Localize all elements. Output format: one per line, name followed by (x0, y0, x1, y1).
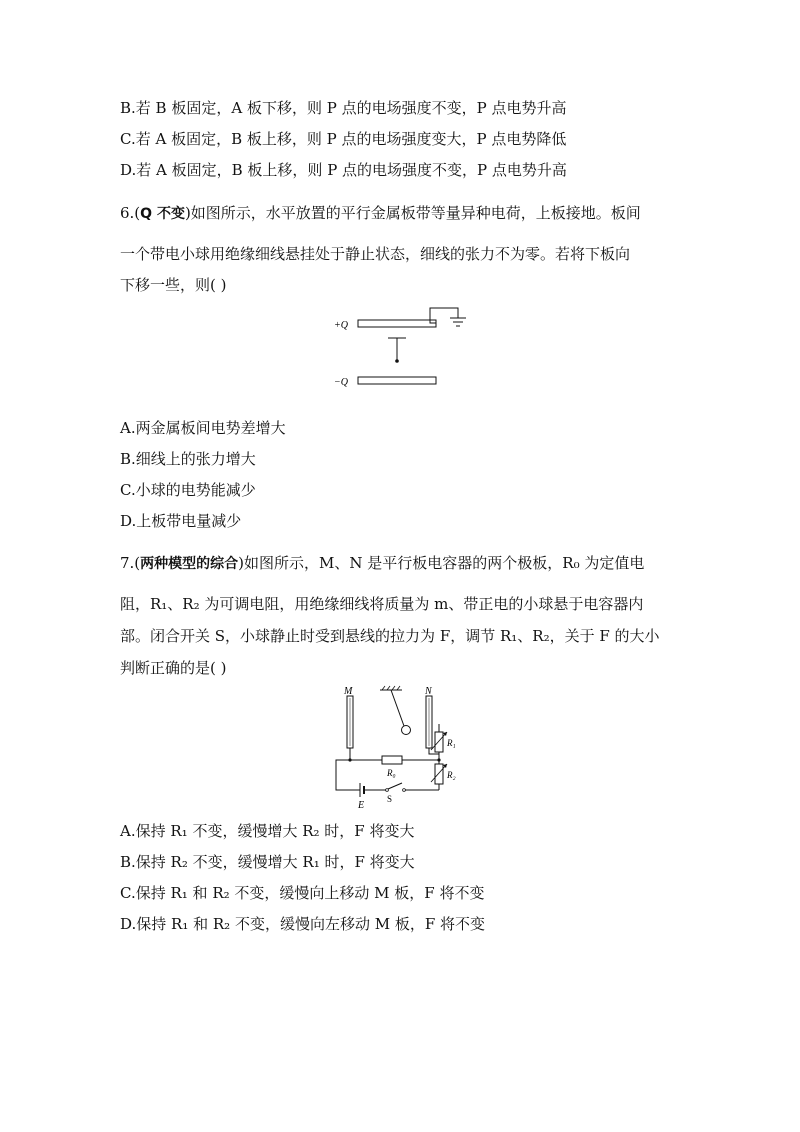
q5-option-d: D.若 A 板固定，B 板上移，则 P 点的电场强度不变，P 点电势升高 (120, 161, 567, 179)
q7-r2 (435, 764, 443, 784)
q6-number: 6.( (120, 204, 141, 222)
q6-stem-line-2: 一个带电小球用绝缘细线悬挂处于静止状态，细线的张力不为零。若将下板向 (120, 245, 631, 263)
q7-stem-line-1 (120, 553, 644, 574)
q7-option-d: D.保持 R₁ 和 R₂ 不变，缓慢向左移动 M 板，F 将不变 (120, 915, 486, 933)
q6-lower-plate (358, 377, 436, 384)
q6-top-label: +Q (334, 320, 348, 331)
q6-ground-wire (430, 308, 458, 323)
q6-option-c: C.小球的电势能减少 (120, 481, 256, 499)
q7-r0 (382, 756, 402, 764)
q7-stem-line-3: 部。闭合开关 S，小球静止时受到悬线的拉力为 F，调节 R₁、R₂，关于 F 的大小 (120, 627, 660, 645)
q6-upper-plate (358, 320, 436, 327)
q6-option-d: D.上板带电量减少 (120, 512, 242, 530)
q7-circuit-figure (330, 684, 470, 812)
q6-ball (395, 359, 399, 363)
q7-stem-line-4: 判断正确的是( ) (120, 659, 227, 677)
q6-stem-1: )如图所示，水平放置的平行金属板带等量异种电荷，上板接地。板间 (184, 204, 641, 222)
q7-thread (391, 690, 404, 726)
q6-capacitor-figure (320, 300, 480, 395)
q7-stem-1: )如图所示，M、N 是平行板电容器的两个极板，R₀ 为定值电 (238, 554, 645, 572)
q7-label-r0: R₀ (387, 768, 396, 778)
q7-tag: 两种模型的综合 (140, 556, 239, 572)
q7-option-b: B.保持 R₂ 不变，缓慢增大 R₁ 时，F 将变大 (120, 853, 415, 871)
q7-switch (388, 783, 402, 789)
q7-number: 7.( (120, 554, 141, 572)
q7-label-s: S (387, 794, 393, 804)
q5-option-c: C.若 A 板固定，B 板上移，则 P 点的电场强度变大，P 点电势降低 (120, 130, 567, 148)
q7-label-m: M (344, 686, 353, 697)
q6-bottom-label: −Q (334, 377, 348, 388)
q7-label-r2: R₂ (447, 770, 456, 780)
q7-option-c: C.保持 R₁ 和 R₂ 不变，缓慢向上移动 M 板，F 将不变 (120, 884, 485, 902)
q6-option-b: B.细线上的张力增大 (120, 450, 256, 468)
q6-option-a: A.两金属板间电势差增大 (120, 419, 286, 437)
q5-option-b: B.若 B 板固定，A 板下移，则 P 点的电场强度不变，P 点电势升高 (120, 99, 567, 117)
q7-label-n: N (425, 686, 432, 697)
q6-tag: Q 不变 (140, 206, 185, 222)
q7-ball (402, 726, 411, 735)
q7-label-e: E (358, 800, 365, 811)
q7-r1 (435, 732, 443, 752)
q7-option-a: A.保持 R₁ 不变，缓慢增大 R₂ 时，F 将变大 (120, 822, 415, 840)
q7-label-r1: R₁ (447, 738, 456, 748)
q6-stem-line-1 (120, 203, 641, 224)
q7-stem-line-2: 阻，R₁、R₂ 为可调电阻，用绝缘细线将质量为 m、带正电的小球悬于电容器内 (120, 595, 644, 613)
q6-stem-line-3: 下移一些，则( ) (120, 276, 227, 294)
